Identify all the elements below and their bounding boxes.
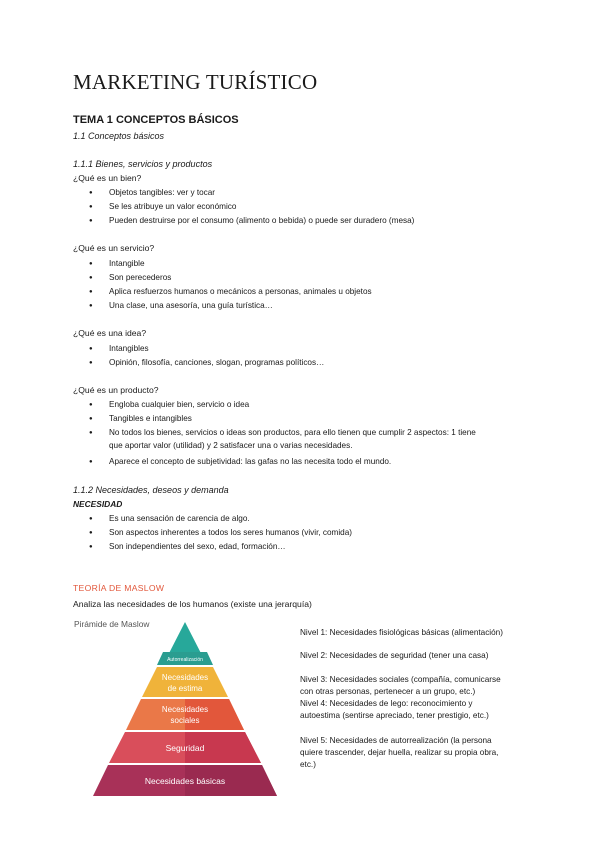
subsection-1-1-2: 1.1.2 Necesidades, deseos y demanda: [73, 485, 229, 495]
heading-maslow: TEORÍA DE MASLOW: [73, 583, 165, 593]
list-item: ● Objetos tangibles: ver y tocar: [89, 186, 414, 200]
subsection-1-1-1: 1.1.1 Bienes, servicios y productos: [73, 159, 213, 169]
level-4-text-cont: autoestima (sentirse apreciado, tener prestigio, etc.): [300, 711, 489, 720]
list-item: ● No todos los bienes, servicios o ideas son productos, para ello tienen que cumplir 2 aspectos: 1 tiene: [89, 426, 476, 440]
list-item: ● Son aspectos inherentes a todos los seres humanos (vivir, comida): [89, 526, 352, 540]
pyramid-level-3-right: [185, 699, 244, 730]
document-title: MARKETING TURÍSTICO: [73, 70, 318, 94]
list-item-continuation: que aportar valor (utilidad) y 2 satisfacer una o varias necesidades.: [109, 441, 353, 450]
maslow-pyramid: [85, 619, 285, 799]
section-heading-tema-1: TEMA 1 CONCEPTOS BÁSICOS: [73, 114, 239, 126]
level-1-text: Nivel 1: Necesidades fisiológicas básicas (alimentación): [300, 628, 503, 637]
pyramid-label-4a: Necesidades: [161, 673, 209, 682]
list-producto-cont: [89, 455, 391, 469]
list-item: ● Una clase, una asesoría, una guía turística…: [89, 299, 372, 313]
list-idea: [89, 342, 324, 370]
pyramid-label-top: Autorrealización: [167, 657, 203, 663]
pyramid-label-2: Seguridad: [165, 743, 205, 753]
pyramid-caption: Pirámide de Maslow: [74, 619, 150, 629]
subsection-1-1: 1.1 Conceptos básicos: [73, 131, 165, 141]
list-item: ● Engloba cualquier bien, servicio o idea: [89, 398, 476, 412]
question-producto: ¿Qué es un producto?: [73, 385, 159, 395]
list-item: ● Opinión, filosofía, canciones, slogan, programas políticos…: [89, 356, 324, 370]
level-4-text: Nivel 4: Necesidades de lego: reconocimiento y: [300, 699, 473, 708]
heading-necesidad: NECESIDAD: [73, 499, 123, 509]
list-item: ● Tangibles e intangibles: [89, 412, 476, 426]
list-item: ● Aparece el concepto de subjetividad: las gafas no las necesita todo el mundo.: [89, 455, 391, 469]
list-item: ● Es una sensación de carencia de algo.: [89, 512, 352, 526]
pyramid-label-4b: de estima: [167, 684, 203, 693]
list-item: ● Intangible: [89, 257, 372, 271]
level-2-text: Nivel 2: Necesidades de seguridad (tener una casa): [300, 651, 489, 660]
list-necesidad: [89, 512, 352, 554]
list-item: ● Son independientes del sexo, edad, formación…: [89, 540, 352, 554]
list-item: ● Se les atribuye un valor económico: [89, 200, 414, 214]
question-servicio: ¿Qué es un servicio?: [73, 243, 155, 253]
level-3-text: Nivel 3: Necesidades sociales (compañía, comunicarse: [300, 675, 501, 684]
level-5-text-cont: quiere trascender, dejar huella, realizar su propia obra,: [300, 748, 499, 757]
pyramid-label-3a: Necesidades: [161, 705, 209, 714]
maslow-subtitle: Analiza las necesidades de los humanos (existe una jerarquía): [73, 599, 312, 609]
level-5-text-end: etc.): [300, 760, 316, 769]
list-item: ● Intangibles: [89, 342, 324, 356]
pyramid-label-1: Necesidades básicas: [144, 776, 226, 786]
list-servicio: [89, 257, 372, 313]
list-bien: [89, 186, 414, 228]
list-producto: [89, 398, 476, 440]
question-idea: ¿Qué es una idea?: [73, 328, 147, 338]
list-item: ● Son perecederos: [89, 271, 372, 285]
level-5-text: Nivel 5: Necesidades de autorrealización (la persona: [300, 736, 492, 745]
list-item: ● Pueden destruirse por el consumo (alimento o bebida) o puede ser duradero (mesa): [89, 214, 414, 228]
list-item: ● Aplica resfuerzos humanos o mecánicos a personas, animales u objetos: [89, 285, 372, 299]
pyramid-label-3b: sociales: [170, 716, 200, 725]
level-3-text-cont: con otras personas, pertenecer a un grupo, etc.): [300, 687, 476, 696]
question-bien: ¿Qué es un bien?: [73, 173, 142, 183]
